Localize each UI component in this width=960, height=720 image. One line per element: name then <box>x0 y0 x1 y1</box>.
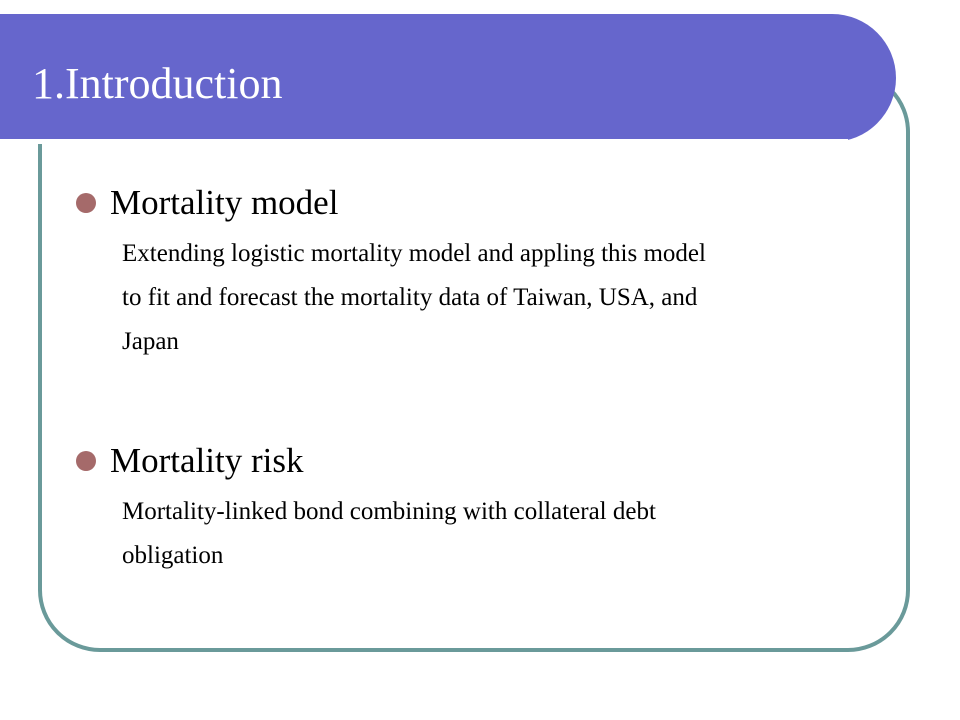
title-banner <box>0 14 896 142</box>
body-line: Extending logistic mortality model and appling this model <box>122 240 706 267</box>
section-mortality-risk <box>76 438 876 578</box>
bullet-dot-icon <box>76 451 96 471</box>
bullet-row <box>76 180 876 226</box>
body-line: obligation <box>122 542 224 569</box>
body-line: Japan <box>122 328 179 355</box>
body-line: to fit and forecast the mortality data of Taiwan, USA, and <box>122 284 698 311</box>
section-body <box>122 490 882 578</box>
bullet-dot-icon <box>76 193 96 213</box>
section-heading: Mortality risk <box>110 441 304 480</box>
section-heading: Mortality model <box>110 183 339 222</box>
slide-title: 1.Introduction <box>32 59 283 108</box>
bullet-row <box>76 438 876 484</box>
body-line: Mortality-linked bond combining with collateral debt <box>122 498 656 525</box>
section-body <box>122 232 882 364</box>
section-mortality-model <box>76 180 876 364</box>
title-underline <box>0 139 848 144</box>
